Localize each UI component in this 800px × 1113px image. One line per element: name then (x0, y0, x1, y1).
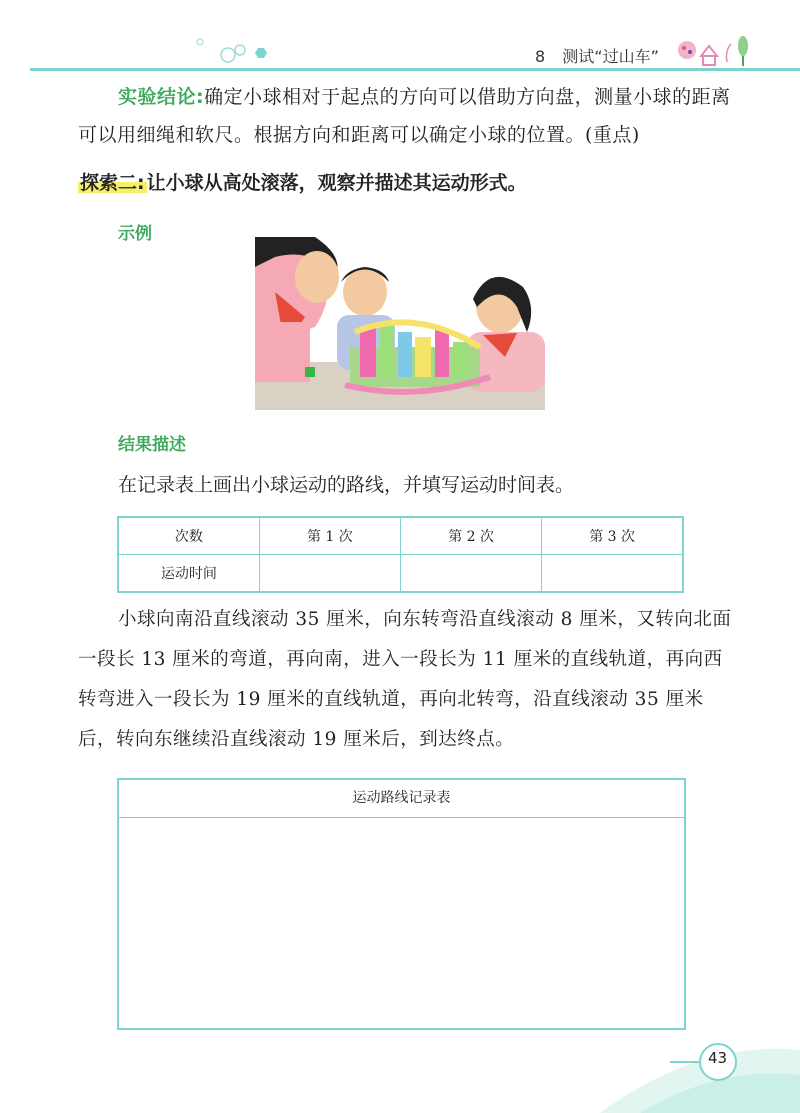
header-cell: 第 3 次 (542, 517, 683, 555)
header-cell: 次数 (118, 517, 259, 555)
instruction-text: 在记录表上画出小球运动的路线，并填写运动时间表。 (118, 474, 575, 496)
result-heading: 结果描述 (118, 435, 186, 455)
chapter-heading (535, 44, 659, 67)
conclusion-paragraph (78, 78, 738, 154)
explore-label: 探索二: (80, 172, 145, 194)
conclusion-text: 确定小球相对于起点的方向可以借助方向盘，测量小球的距离可以用细绳和软尺。根据方向和距离可以确定小球的位置。(重点) (78, 86, 731, 146)
chapter-title: 测试“过山车” (562, 47, 659, 66)
time-cell-1[interactable] (259, 555, 400, 593)
time-cell-3[interactable] (542, 555, 683, 593)
time-cell-2[interactable] (401, 555, 542, 593)
bubbles-decoration-icon (180, 20, 280, 70)
row-label-cell: 运动时间 (118, 555, 259, 593)
table-row (118, 517, 683, 555)
footer-swoosh-decoration-icon (600, 1020, 800, 1113)
children-building-track-illustration (255, 237, 545, 410)
table-row (118, 555, 683, 593)
page-number: 43 (708, 1049, 728, 1067)
chapter-number: 8 (535, 47, 546, 66)
house-flower-decoration-icon (675, 28, 755, 68)
route-description: 小球向南沿直线滚动 35 厘米，向东转弯沿直线滚动 8 厘米，又转向北面一段长 13 厘米的弯道，再向南，进入一段长为 11 厘米的直线轨道，再向西转弯进入一段长为 19 厘米的直线轨道，再向北转弯，沿直线滚动 35 厘米后，转向东继续沿直线滚动 19 厘米后，到达终点。 (78, 609, 732, 750)
explore-heading (78, 168, 527, 195)
explore-text: 让小球从高处滚落，观察并描述其运动形式。 (146, 172, 527, 194)
header-rule (30, 68, 800, 71)
record-drawing-area[interactable] (119, 818, 684, 1027)
conclusion-label: 实验结论: (118, 86, 205, 108)
example-heading: 示例 (118, 224, 152, 244)
route-record-table (117, 778, 686, 1030)
header-cell: 第 2 次 (401, 517, 542, 555)
header-cell: 第 1 次 (259, 517, 400, 555)
timing-table (117, 516, 684, 593)
record-table-title: 运动路线记录表 (119, 780, 684, 818)
